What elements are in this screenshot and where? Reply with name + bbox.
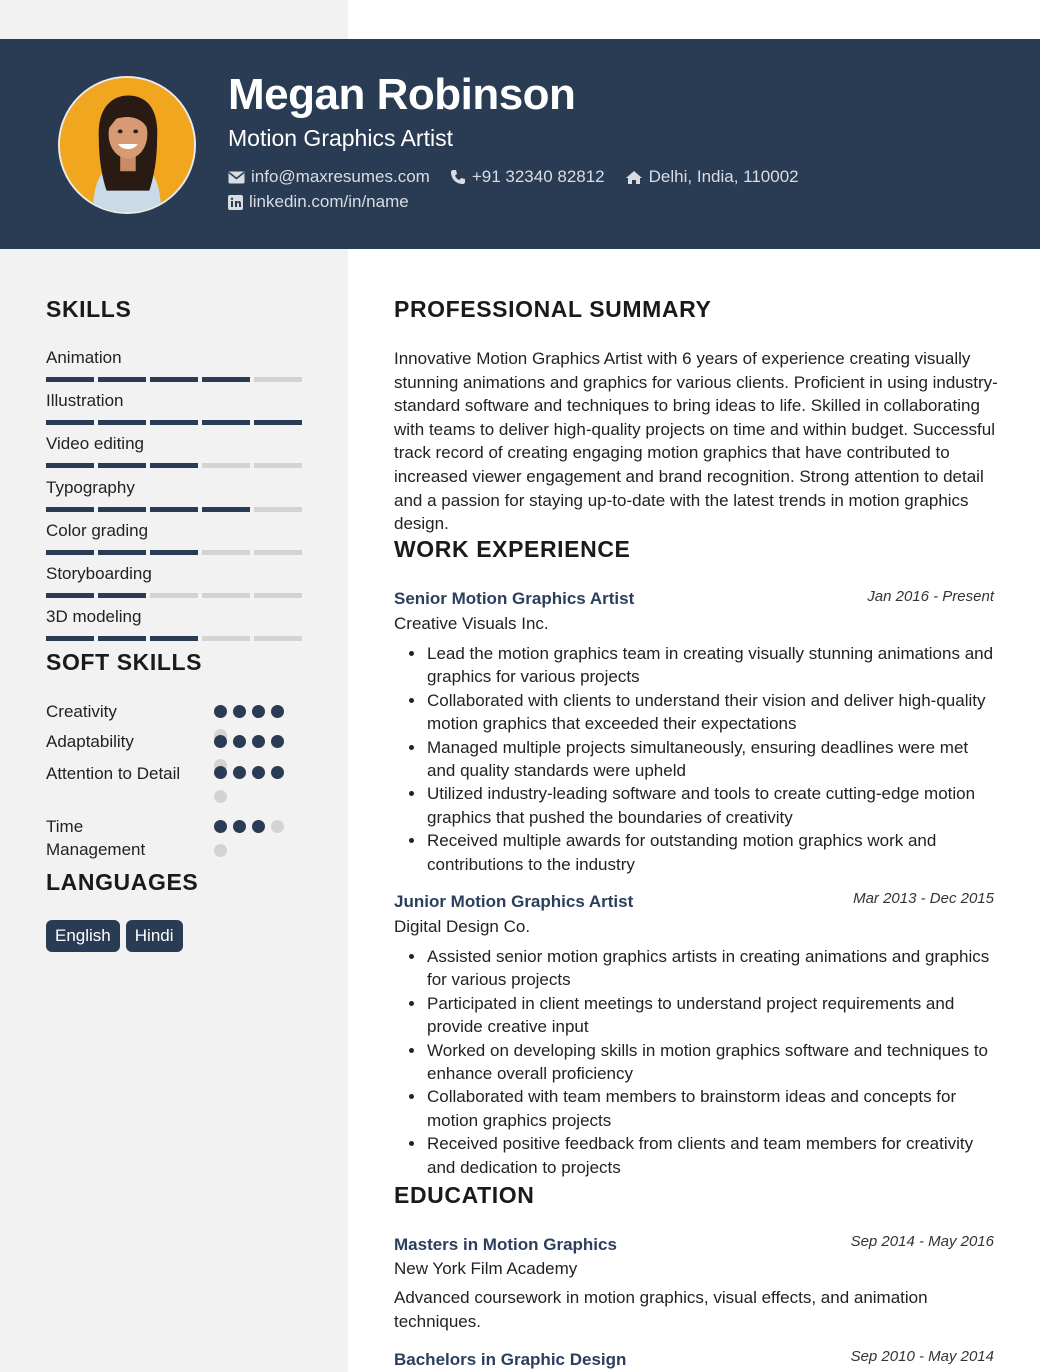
- skill-name: Animation: [46, 348, 122, 367]
- skill-level-segment: [202, 377, 250, 382]
- skill-item: [46, 432, 302, 475]
- skill-level-segment: [202, 507, 250, 512]
- soft-skill-rating: [214, 735, 284, 748]
- profile-photo: [60, 78, 194, 212]
- skill-level-segment: [46, 463, 94, 468]
- skill-level-segment: [98, 507, 146, 512]
- skill-level-segment: [150, 636, 198, 641]
- skill-item: [46, 519, 302, 562]
- job-bullets-1: [394, 642, 998, 876]
- phone-text: +91 32340 82812: [471, 167, 605, 186]
- rating-dot: [271, 766, 284, 779]
- skill-level-segment: [150, 420, 198, 425]
- linkedin-icon: [228, 195, 243, 210]
- edu-description-1: Advanced coursework in motion graphics, visual effects, and animation techniques.: [394, 1288, 928, 1331]
- skill-level-bar: [46, 636, 302, 641]
- skill-level-segment: [254, 550, 302, 555]
- skill-level-segment: [46, 377, 94, 382]
- languages-heading: LANGUAGES: [46, 869, 199, 895]
- soft-skill-name: Creativity: [46, 702, 117, 721]
- skill-level-bar: [46, 420, 302, 425]
- rating-dot: [233, 766, 246, 779]
- list-item: Managed multiple projects simultaneously, ensuring deadlines were met and quality standards were upheld: [394, 736, 998, 783]
- skill-level-segment: [46, 593, 94, 598]
- skill-name: Video editing: [46, 434, 144, 454]
- list-item: Lead the motion graphics team in creating visually stunning animations and graphics for various projects: [394, 642, 998, 689]
- contact-email[interactable]: [228, 167, 430, 187]
- skill-level-segment: [202, 463, 250, 468]
- rating-dot: [214, 766, 227, 779]
- skill-level-segment: [46, 636, 94, 641]
- skill-level-segment: [98, 593, 146, 598]
- languages-list: [46, 920, 183, 952]
- contact-location: [625, 167, 799, 187]
- avatar: [58, 76, 196, 214]
- job-dates-1: Jan 2016 - Present: [867, 588, 994, 605]
- soft-skill-name: Attention to Detail: [46, 764, 181, 783]
- skill-level-segment: [46, 550, 94, 555]
- skill-level-segment: [202, 550, 250, 555]
- resume-header: [0, 39, 1040, 249]
- skill-level-segment: [202, 636, 250, 641]
- linkedin-text: linkedin.com/in/name: [249, 192, 409, 211]
- edu-degree-2: Bachelors in Graphic Design: [394, 1350, 627, 1369]
- soft-skill-rating: [214, 705, 284, 718]
- soft-skill-rating: [214, 766, 284, 779]
- rating-dot: [271, 820, 284, 833]
- skill-level-segment: [46, 507, 94, 512]
- skill-level-bar: [46, 463, 302, 468]
- rating-dot: [271, 735, 284, 748]
- skill-level-segment: [254, 636, 302, 641]
- skills-list: [46, 346, 302, 648]
- rating-dot: [233, 820, 246, 833]
- skill-level-bar: [46, 507, 302, 512]
- skill-level-segment: [98, 463, 146, 468]
- location-text: Delhi, India, 110002: [648, 167, 799, 186]
- rating-dot: [252, 820, 265, 833]
- skill-item: [46, 346, 302, 389]
- skill-name: Color grading: [46, 520, 149, 540]
- rating-dot: [214, 820, 227, 833]
- edu-dates-2: Sep 2010 - May 2014: [850, 1348, 994, 1365]
- skill-level-segment: [98, 636, 146, 641]
- job-company-2: Digital Design Co.: [394, 917, 531, 936]
- edu-dates-1: Sep 2014 - May 2016: [850, 1233, 994, 1250]
- skill-item: [46, 476, 302, 519]
- soft-skills-heading: SOFT SKILLS: [46, 649, 203, 675]
- skill-name: Typography: [46, 477, 135, 497]
- skill-name: Storyboarding: [46, 563, 152, 583]
- list-item: Worked on developing skills in motion graphics software and techniques to enhance overall proficiency: [394, 1039, 998, 1086]
- job-bullets-2: [394, 945, 998, 1179]
- skill-level-segment: [98, 550, 146, 555]
- contact-row: [228, 167, 819, 187]
- education-heading: EDUCATION: [394, 1182, 535, 1208]
- skill-level-bar: [46, 550, 302, 555]
- list-item: Assisted senior motion graphics artists in creating animations and graphics for various projects: [394, 945, 998, 992]
- skill-level-segment: [150, 593, 198, 598]
- skill-name: Illustration: [46, 391, 124, 411]
- rating-dot: [252, 766, 265, 779]
- rating-dot: [214, 844, 227, 857]
- skill-item: [46, 605, 302, 648]
- language-badge: Hindi: [126, 920, 183, 952]
- skill-level-segment: [46, 420, 94, 425]
- summary-text: Innovative Motion Graphics Artist with 6 years of experience creating visually stunning animations and graphics for various clients. Proficient in using industry-standard software and techniques to bring ideas to life. Skilled in collaborating with teams to deliver high-quality projects on time and within budget. Successful track record of creating engaging motion graphics that have contributed to increased viewer engagement and brand recognition. Strong attention to detail and a passion for staying up-to-date with the latest trends in motion graphics design.: [394, 349, 998, 534]
- experience-heading: WORK EXPERIENCE: [394, 536, 631, 562]
- candidate-name: Megan Robinson: [228, 70, 576, 119]
- skill-level-segment: [254, 377, 302, 382]
- skill-name: 3D modeling: [46, 607, 142, 627]
- rating-dot: [233, 705, 246, 718]
- edu-degree-1: Masters in Motion Graphics: [394, 1235, 617, 1254]
- skill-level-segment: [202, 420, 250, 425]
- skill-level-segment: [150, 550, 198, 555]
- soft-skill-name: Adaptability: [46, 732, 134, 751]
- rating-dot: [252, 705, 265, 718]
- list-item: Received multiple awards for outstanding motion graphics work and contributions to the industry: [394, 829, 998, 876]
- soft-skill-name: Time Management: [46, 817, 146, 859]
- home-icon: [625, 170, 643, 185]
- soft-skill-rating: [214, 820, 284, 833]
- rating-dot: [233, 735, 246, 748]
- rating-dot: [214, 705, 227, 718]
- skill-level-segment: [254, 593, 302, 598]
- skill-level-segment: [254, 507, 302, 512]
- list-item: Collaborated with clients to understand their vision and deliver high-quality motion graphics that exceeded their expectations: [394, 689, 998, 736]
- skill-level-bar: [46, 377, 302, 382]
- candidate-title: Motion Graphics Artist: [228, 125, 453, 151]
- summary-heading: PROFESSIONAL SUMMARY: [394, 296, 712, 322]
- phone-icon: [450, 169, 466, 185]
- skill-item: [46, 389, 302, 432]
- rating-dot: [214, 790, 227, 803]
- skills-heading: SKILLS: [46, 296, 132, 322]
- rating-dot: [271, 705, 284, 718]
- edu-school-1: New York Film Academy: [394, 1259, 578, 1278]
- skill-level-segment: [254, 420, 302, 425]
- skill-item: [46, 562, 302, 605]
- list-item: Utilized industry-leading software and tools to create cutting-edge motion graphics that pushed the boundaries of creativity: [394, 782, 998, 829]
- envelope-icon: [228, 171, 245, 184]
- language-badge: English: [46, 920, 120, 952]
- contact-row-linkedin: [228, 192, 429, 212]
- skill-level-segment: [98, 420, 146, 425]
- email-text: info@maxresumes.com: [251, 167, 430, 186]
- job-dates-2: Mar 2013 - Dec 2015: [853, 890, 994, 907]
- rating-dot: [214, 735, 227, 748]
- rating-dot: [252, 735, 265, 748]
- skill-level-bar: [46, 593, 302, 598]
- skill-level-segment: [150, 377, 198, 382]
- list-item: Received positive feedback from clients and team members for creativity and dedication to projects: [394, 1132, 998, 1179]
- skill-level-segment: [150, 463, 198, 468]
- job-title-1: Senior Motion Graphics Artist: [394, 589, 635, 608]
- contact-phone[interactable]: [450, 167, 605, 187]
- skill-level-segment: [150, 507, 198, 512]
- skill-level-segment: [202, 593, 250, 598]
- skill-level-segment: [98, 377, 146, 382]
- contact-linkedin[interactable]: [228, 192, 409, 212]
- job-title-2: Junior Motion Graphics Artist: [394, 892, 634, 911]
- list-item: Participated in client meetings to understand project requirements and provide creative input: [394, 992, 998, 1039]
- job-company-1: Creative Visuals Inc.: [394, 614, 549, 633]
- skill-level-segment: [254, 463, 302, 468]
- list-item: Collaborated with team members to brainstorm ideas and concepts for motion graphics projects: [394, 1085, 998, 1132]
